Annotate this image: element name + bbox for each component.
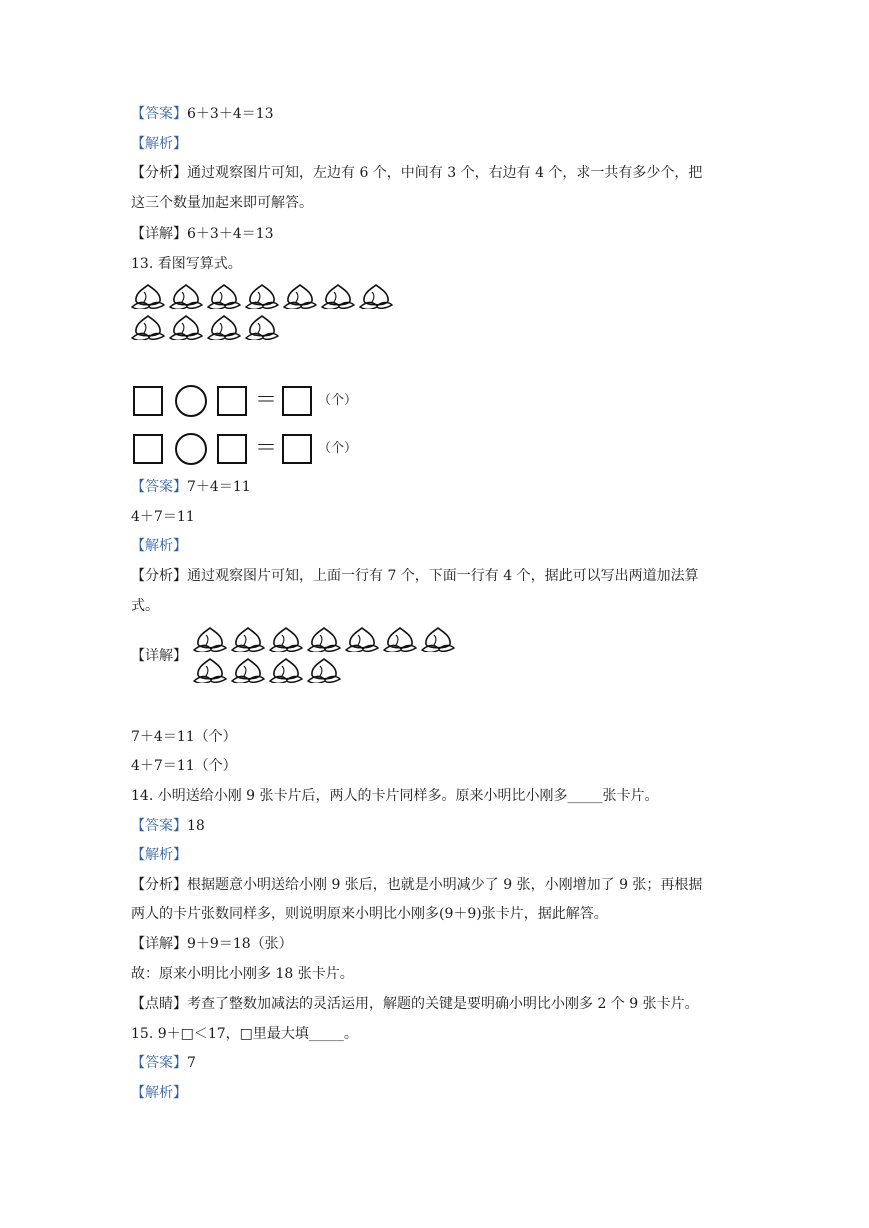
operator-circle bbox=[175, 433, 207, 465]
equals-sign: ＝ bbox=[255, 436, 278, 461]
q14-analysis-tag: 【解析】 bbox=[131, 847, 187, 863]
peach-icon bbox=[193, 657, 227, 683]
q12-fenxi-line1 bbox=[131, 163, 702, 183]
peach-icon bbox=[269, 657, 303, 683]
peach-icon bbox=[321, 283, 355, 309]
q13-fenxi-text: 通过观察图片可知，上面一行有 7 个，下面一行有 4 个，据此可以写出两道加法算 bbox=[187, 568, 699, 584]
unit-label: （个） bbox=[318, 441, 358, 456]
q13-detail-line1: 7＋4＝11（个） bbox=[131, 729, 237, 745]
operator-circle bbox=[175, 385, 207, 417]
peach-icon bbox=[359, 283, 393, 309]
answer-box bbox=[133, 386, 163, 416]
q12-answer-line bbox=[131, 104, 274, 124]
q14-dianjing-line bbox=[131, 994, 699, 1014]
answer-tag: 【答案】 bbox=[131, 106, 187, 122]
q15-answer-line bbox=[131, 1053, 196, 1073]
answer-tag: 【答案】 bbox=[131, 818, 187, 834]
peach-icon bbox=[131, 314, 165, 340]
q14-fenxi-text: 根据题意小明送给小刚 9 张后，也就是小明减少了 9 张，小刚增加了 9 张；再根据 bbox=[187, 877, 703, 893]
peach-icon bbox=[169, 283, 203, 309]
peach-icon bbox=[383, 626, 417, 652]
q14-fenxi-line1 bbox=[131, 875, 702, 895]
q12-xiangjie-line bbox=[131, 224, 274, 244]
q15-answer: 7 bbox=[187, 1055, 196, 1071]
q15-question: 15. 9＋□＜17，□里最大填_____。 bbox=[131, 1026, 358, 1042]
fenxi-tag: 【分析】 bbox=[131, 165, 187, 181]
q12-analysis-tag: 【解析】 bbox=[131, 136, 187, 152]
q13-xiangjie-tag: 【详解】 bbox=[131, 648, 187, 664]
q14-dianjing: 考查了整数加减法的灵活运用，解题的关键是要明确小明比小刚多 2 个 9 张卡片。 bbox=[187, 996, 699, 1012]
q12-answer: 6＋3＋4＝13 bbox=[187, 106, 274, 122]
peach-icon bbox=[307, 626, 341, 652]
answer-tag: 【答案】 bbox=[131, 1055, 187, 1071]
peach-icon bbox=[207, 314, 241, 340]
fenxi-tag: 【分析】 bbox=[131, 877, 187, 893]
peach-icon bbox=[345, 626, 379, 652]
q14-answer-line bbox=[131, 816, 205, 836]
q13-answer-1: 7＋4＝11 bbox=[187, 479, 251, 495]
q14-xiangjie-line bbox=[131, 934, 293, 954]
fenxi-tag: 【分析】 bbox=[131, 568, 187, 584]
q13-answer-2: 4＋7＝11 bbox=[131, 509, 195, 525]
xiangjie-tag: 【详解】 bbox=[131, 936, 187, 952]
q14-answer: 18 bbox=[187, 818, 205, 834]
peach-icon bbox=[245, 314, 279, 340]
peach-icon bbox=[231, 657, 265, 683]
peach-icon bbox=[169, 314, 203, 340]
answer-box bbox=[133, 434, 163, 464]
dianjing-tag: 【点睛】 bbox=[131, 996, 187, 1012]
q13-fenxi-line1 bbox=[131, 566, 699, 586]
q14-question: 14. 小明送给小刚 9 张卡片后，两人的卡片同样多。原来小明比小刚多_____张卡片。 bbox=[131, 788, 659, 804]
answer-box bbox=[217, 386, 247, 416]
answer-tag: 【答案】 bbox=[131, 479, 187, 495]
peach-icon bbox=[193, 626, 227, 652]
q12-fenxi-line2: 这三个数量加起来即可解答。 bbox=[131, 195, 313, 211]
q14-fenxi-line2: 两人的卡片张数同样多，则说明原来小明比小刚多(9＋9)张卡片，据此解答。 bbox=[131, 906, 608, 922]
q14-xiangjie: 9＋9＝18（张） bbox=[187, 936, 293, 952]
peach-icon bbox=[131, 283, 165, 309]
q12-fenxi-text: 通过观察图片可知，左边有 6 个，中间有 3 个，右边有 4 个，求一共有多少个，把 bbox=[187, 165, 703, 181]
q13-answer-line bbox=[131, 477, 251, 497]
q13-detail-line2: 4＋7＝11（个） bbox=[131, 758, 237, 774]
q13-detail-peach-figure bbox=[193, 626, 463, 688]
q13-question: 13. 看图写算式。 bbox=[131, 256, 242, 272]
q14-conclusion: 故：原来小明比小刚多 18 张卡片。 bbox=[131, 966, 354, 982]
q13-analysis-tag: 【解析】 bbox=[131, 538, 187, 554]
xiangjie-tag: 【详解】 bbox=[131, 226, 187, 242]
result-box bbox=[282, 434, 312, 464]
q15-analysis-tag: 【解析】 bbox=[131, 1085, 187, 1101]
equals-sign: ＝ bbox=[255, 388, 278, 413]
peach-icon bbox=[269, 626, 303, 652]
peach-icon bbox=[231, 626, 265, 652]
q13-peach-figure bbox=[131, 283, 401, 343]
peach-icon bbox=[245, 283, 279, 309]
result-box bbox=[282, 386, 312, 416]
peach-icon bbox=[207, 283, 241, 309]
answer-box bbox=[217, 434, 247, 464]
q12-xiangjie: 6＋3＋4＝13 bbox=[187, 226, 274, 242]
peach-icon bbox=[307, 657, 341, 683]
peach-icon bbox=[421, 626, 455, 652]
unit-label: （个） bbox=[318, 393, 358, 408]
q13-fenxi-line2: 式。 bbox=[131, 598, 159, 614]
peach-icon bbox=[283, 283, 317, 309]
